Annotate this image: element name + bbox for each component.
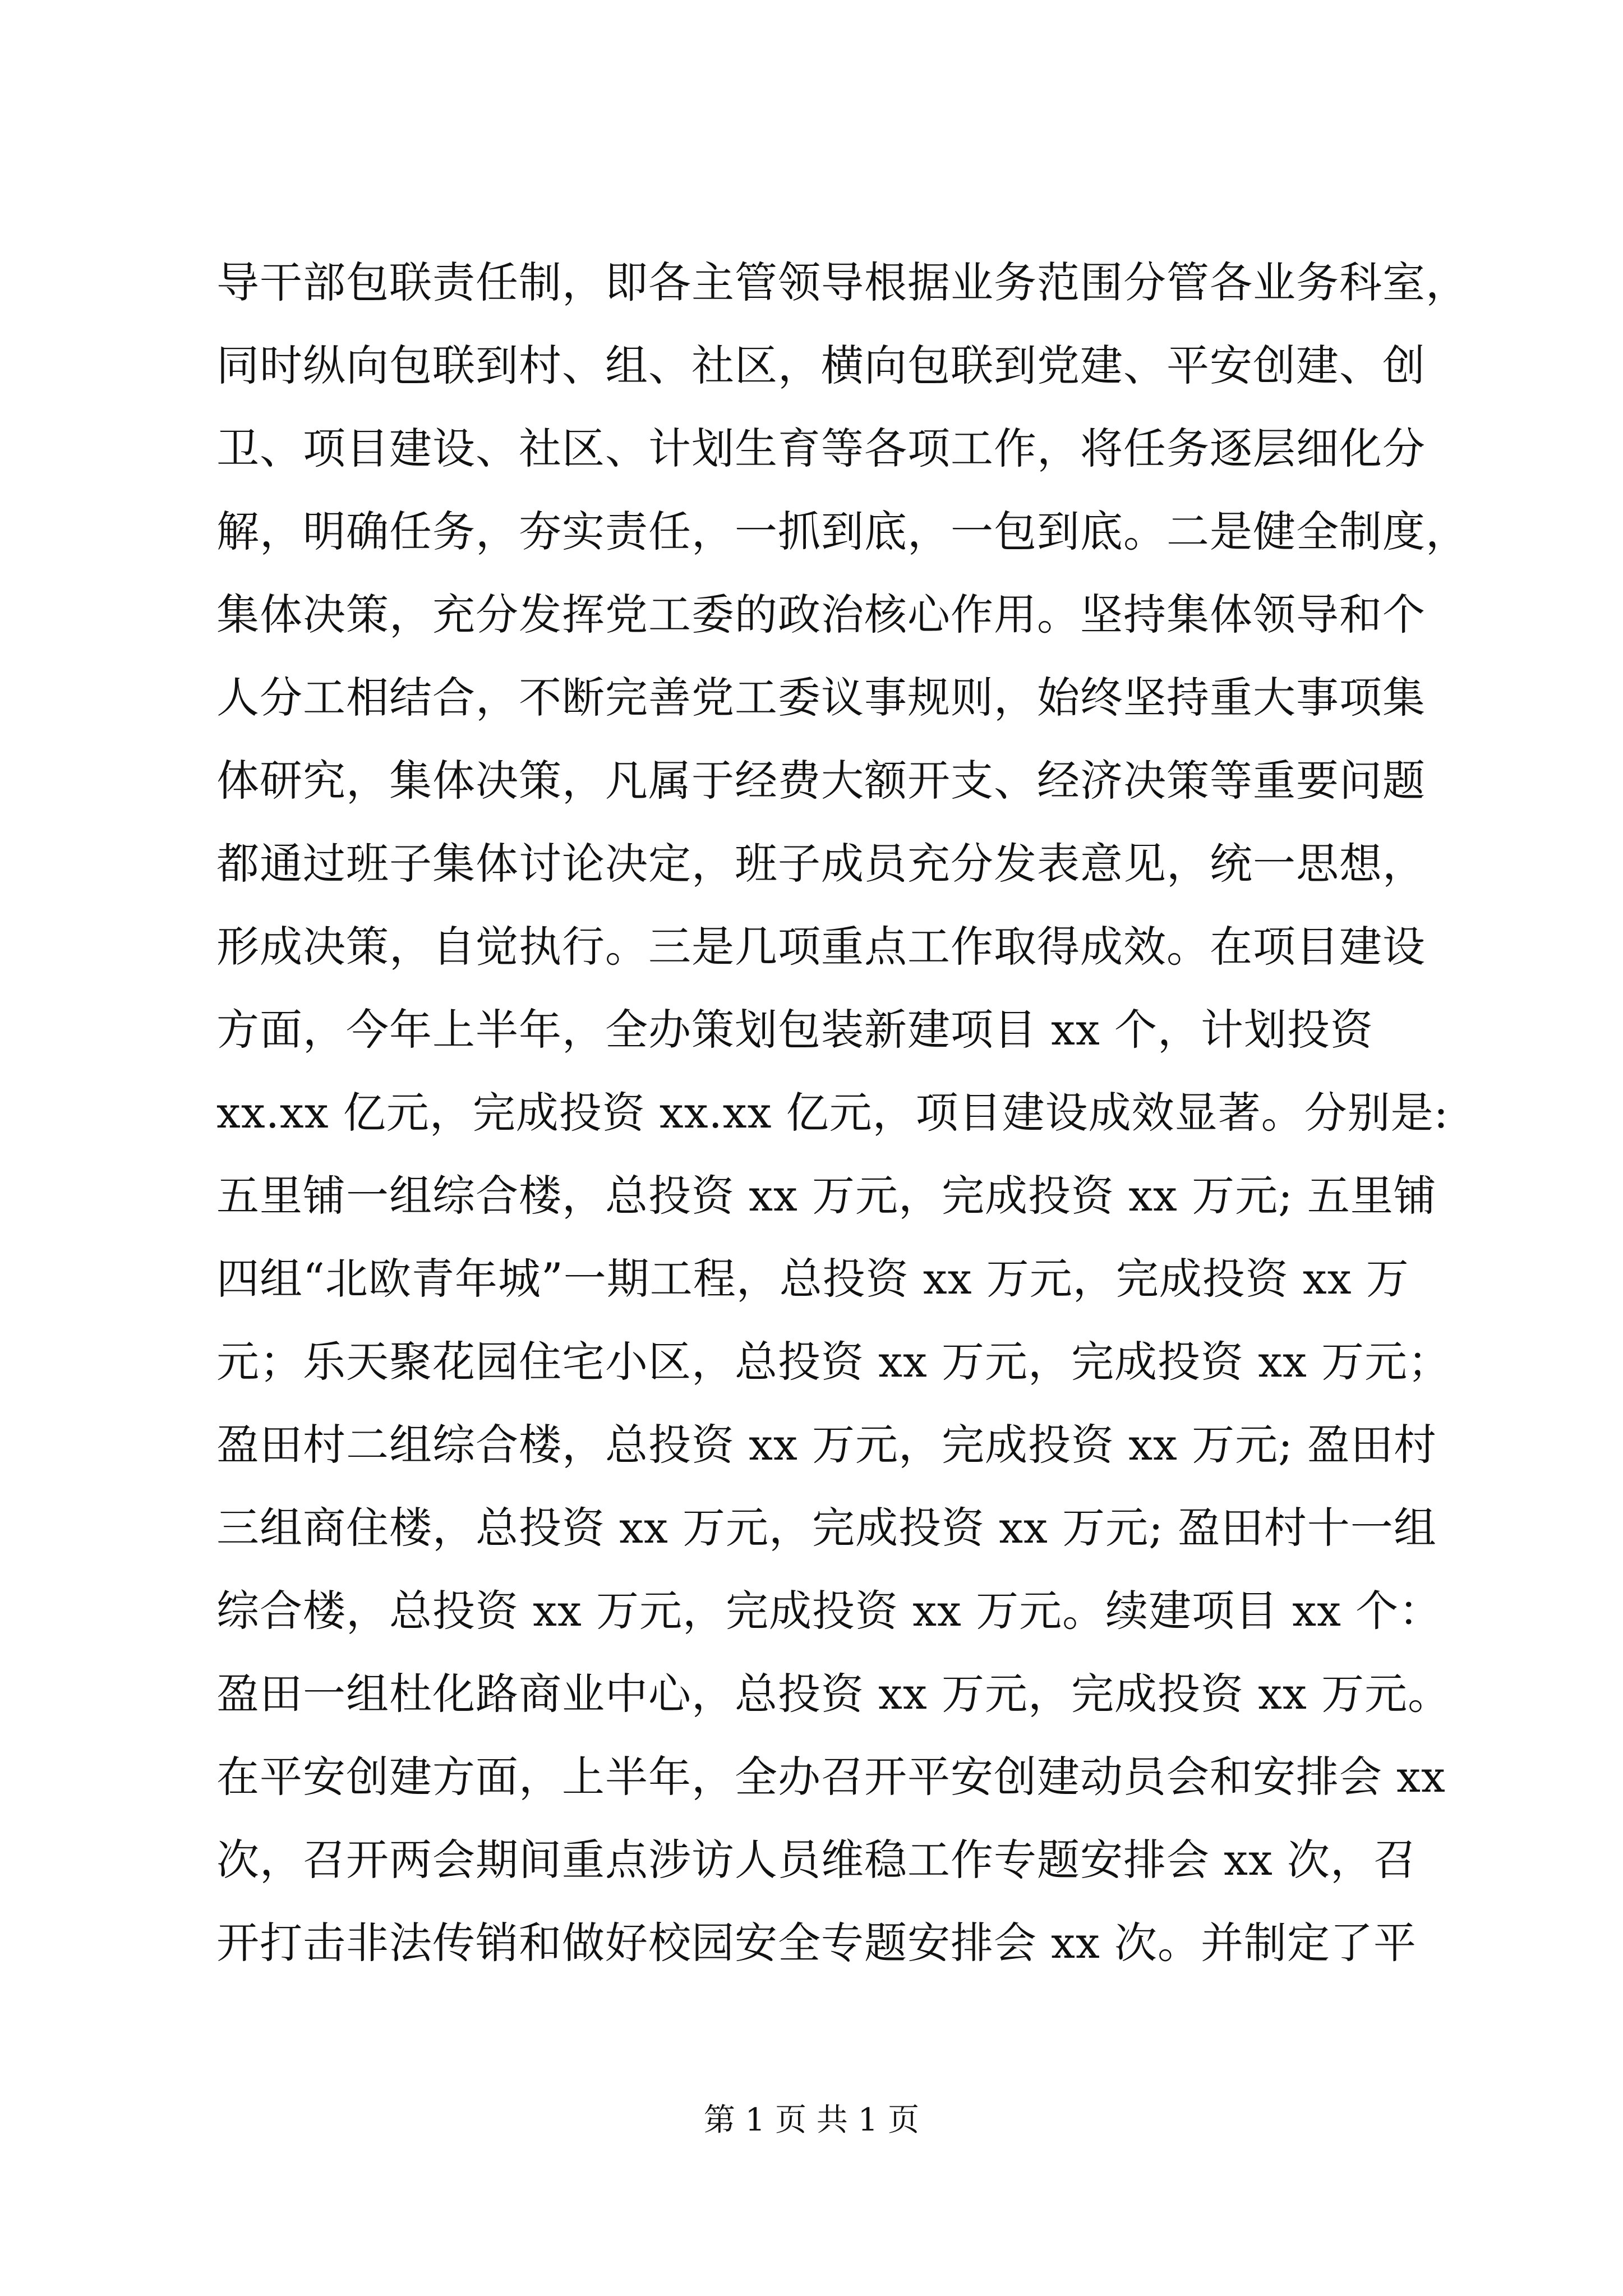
text-line: 在平安创建方面，上半年，全办召开平安创建动员会和安排会 xx — [216, 1752, 1446, 1802]
text-line: 同时纵向包联到村、组、社区，横向包联到党建、平安创建、创 — [216, 341, 1426, 390]
text-line: 方面，今年上半年，全办策划包装新建项目 xx 个，计划投资 — [216, 1005, 1374, 1055]
page-footer: 第 1 页 共 1 页 — [703, 2102, 920, 2138]
text-line: 盈田村二组综合楼，总投资 xx 万元，完成投资 xx 万元; 盈田村 — [216, 1420, 1437, 1470]
text-line: 解，明确任务，夯实责任，一抓到底，一包到底。二是健全制度， — [216, 507, 1469, 556]
text-line: 元；乐天聚花园住宅小区，总投资 xx 万元，完成投资 xx 万元； — [216, 1337, 1451, 1387]
text-line: 人分工相结合，不断完善党工委议事规则，始终坚持重大事项集 — [216, 673, 1426, 723]
text-line: 体研究，集体决策，凡属于经费大额开支、经济决策等重要问题 — [216, 756, 1426, 806]
text-line: 盈田一组杜化路商业中心，总投资 xx 万元，完成投资 xx 万元。 — [216, 1669, 1451, 1719]
text-line: 形成决策，自觉执行。三是几项重点工作取得成效。在项目建设 — [216, 922, 1426, 972]
body-text — [216, 241, 1473, 1985]
text-line: 四组“北欧青年城”一期工程，总投资 xx 万元，完成投资 xx 万 — [216, 1254, 1409, 1304]
text-line: xx.xx 亿元，完成投资 xx.xx 亿元，项目建设成效显著。分别是: — [216, 1088, 1449, 1138]
text-line: 综合楼，总投资 xx 万元，完成投资 xx 万元。续建项目 xx 个： — [216, 1586, 1442, 1636]
text-line: 五里铺一组综合楼，总投资 xx 万元，完成投资 xx 万元; 五里铺 — [216, 1171, 1437, 1221]
text-line: 开打击非法传销和做好校园安全专题安排会 xx 次。并制定了平 — [216, 1918, 1417, 1968]
text-line: 都通过班子集体讨论决定，班子成员充分发表意见，统一思想， — [216, 839, 1426, 889]
text-line: 次，召开两会期间重点涉访人员维稳工作专题安排会 xx 次，召 — [216, 1835, 1417, 1885]
text-line: 集体决策，充分发挥党工委的政治核心作用。坚持集体领导和个 — [216, 590, 1426, 639]
text-line: 导干部包联责任制，即各主管领导根据业务范围分管各业务科室， — [216, 257, 1469, 307]
text-line: 三组商住楼，总投资 xx 万元，完成投资 xx 万元; 盈田村十一组 — [216, 1503, 1437, 1553]
text-line: 卫、项目建设、社区、计划生育等各项工作，将任务逐层细化分 — [216, 424, 1426, 473]
